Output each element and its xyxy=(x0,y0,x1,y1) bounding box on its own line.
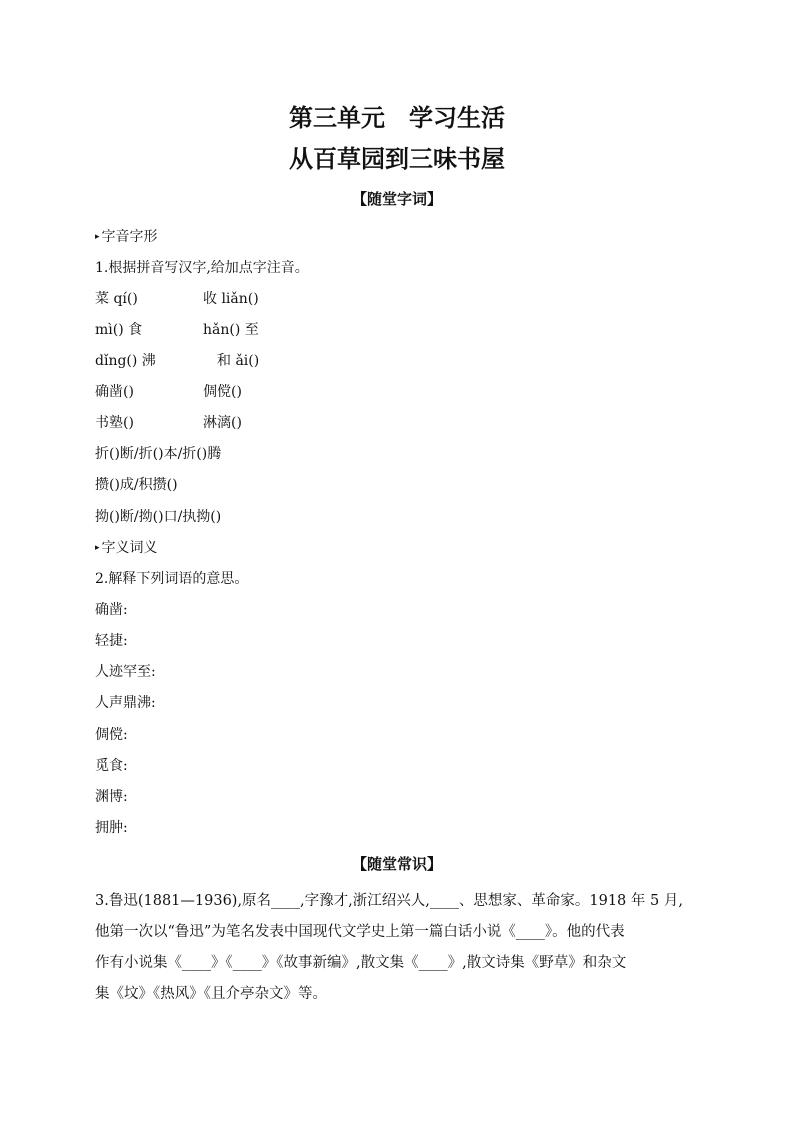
question-1-group: 折()断/折()本/折()腾 xyxy=(95,446,222,462)
question-3-line: 他第一次以“鲁迅”为笔名发表中国现代文学史上第一篇白话小说《____》。他的代表 xyxy=(95,924,625,940)
subsection-pronunciation-form: ▸ 字音字形 xyxy=(95,226,158,248)
question-2-term: 人声鼎沸: xyxy=(95,695,156,711)
question-2-term: 觅食: xyxy=(95,758,128,774)
lesson-title: 从百草园到三味书屋 xyxy=(289,145,505,173)
question-1-item: hǎn() 至 xyxy=(203,322,259,338)
question-1-item: 确凿() xyxy=(95,384,134,400)
question-2-term: 人迹罕至: xyxy=(95,664,156,680)
subsection-word-meaning: ▸ 字义词义 xyxy=(95,537,158,559)
question-1-row xyxy=(95,319,259,341)
question-1-item: 和 ǎi() xyxy=(203,353,260,369)
question-1-row xyxy=(95,288,259,310)
question-2-term: 拥肿: xyxy=(95,820,128,836)
question-2-term: 倜傥: xyxy=(95,727,128,743)
question-3-paragraph xyxy=(95,886,703,1010)
question-2-term: 渊博: xyxy=(95,789,128,805)
question-1-group: 拗()断/拗()口/执拗() xyxy=(95,509,222,525)
question-1-item: dǐng() 沸 xyxy=(95,353,156,369)
section-heading-vocabulary: 【随堂字词】 xyxy=(351,190,442,208)
question-1-item: 淋漓() xyxy=(203,415,242,431)
question-1-group: 攒()成/积攒() xyxy=(95,477,178,493)
question-1-prompt: 1.根据拼音写汉字,给加点字注音。 xyxy=(95,260,309,276)
question-1-item: mì() 食 xyxy=(95,322,143,338)
question-1-item: 倜傥() xyxy=(203,384,242,400)
section-heading-knowledge: 【随堂常识】 xyxy=(351,855,442,873)
question-2-term: 轻捷: xyxy=(95,633,128,649)
question-2-prompt: 2.解释下列词语的意思。 xyxy=(95,571,249,587)
unit-title: 第三单元 学习生活 xyxy=(289,104,505,132)
question-3-line: 3.鲁迅(1881—1936),原名____,字豫才,浙江绍兴人,____、思想家、革命家。1918 年 5 月, xyxy=(95,893,683,909)
question-1-row xyxy=(95,381,242,403)
question-2-term: 确凿: xyxy=(95,602,128,618)
question-3-line: 集《坟》《热风》《且介亭杂文》等。 xyxy=(95,986,327,1002)
question-1-row xyxy=(95,412,242,434)
question-1-row xyxy=(95,350,259,372)
question-1-item: 收 liǎn() xyxy=(203,291,259,307)
question-3-line: 作有小说集《____》《____》《故事新编》,散文集《____》,散文诗集《野草》和杂文 xyxy=(95,955,627,971)
question-1-item: 书塾() xyxy=(95,415,134,431)
question-1-item: 菜 qí() xyxy=(95,291,138,307)
